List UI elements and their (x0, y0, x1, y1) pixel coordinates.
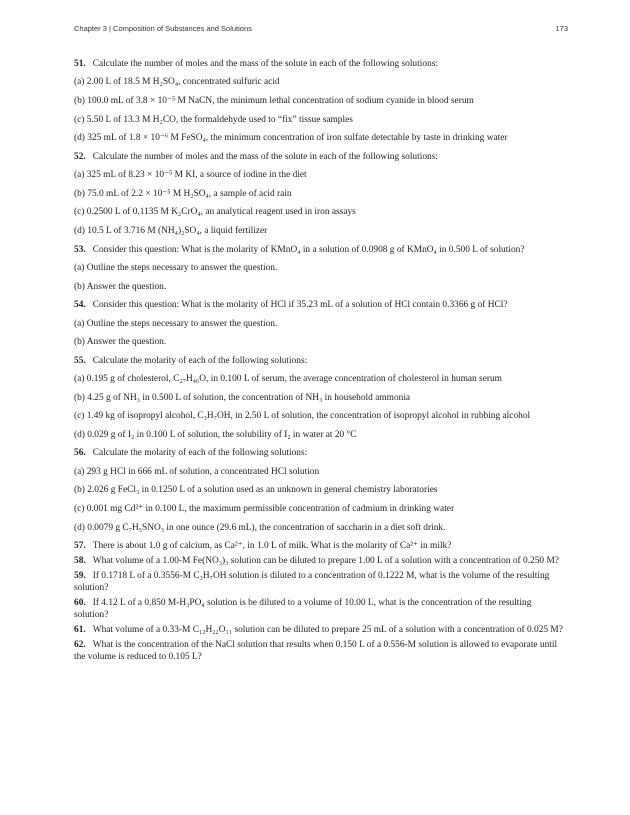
problem-52-a: (a) 325 mL of 8.23 × 10⁻⁵ M KI, a source of iodine in the diet (74, 170, 307, 181)
problem-51 (74, 59, 568, 71)
problem-56 (74, 448, 568, 460)
problem-51-a: (a) 2.00 L of 18.5 M H₂SO₄, concentrated sulfuric acid (74, 77, 280, 88)
problem-51-b: (b) 100.0 mL of 3.8 × 10⁻⁵ M NaCN, the minimum lethal concentration of sodium cyanide in blood serum (74, 95, 474, 106)
problem-54-b: (b) Answer the question. (74, 337, 167, 348)
problem-56-b: (b) 2.026 g FeCl₃ in 0.1250 L of a solution used as an unknown in general chemistry laboratories (74, 485, 438, 496)
problem-number: 57. (74, 541, 86, 552)
problem-57 (74, 541, 568, 553)
problem-56-c: (c) 0.001 mg Cd²⁺ in 0.100 L, the maximum permissible concentration of cadmium in drinking water (74, 504, 455, 515)
problem-number: 55. (74, 355, 86, 366)
problem-number: 51. (74, 59, 86, 69)
problem-53 (74, 245, 568, 257)
problem-text: If 0.1718 L of a 0.3556-M C₃H₇OH solution is diluted to a concentration of 0.1222 M, what is the volume of the resulting solution? (74, 571, 550, 593)
problem-number: 54. (74, 300, 86, 311)
problem-56-a: (a) 293 g HCl in 666 mL of solution, a concentrated HCl solution (74, 466, 320, 477)
problem-number: 52. (74, 151, 86, 162)
problem-62 (74, 640, 568, 664)
problem-51-d: (d) 325 mL of 1.8 × 10⁻⁶ M FeSO₄, the minimum concentration of iron sulfate detectable by taste in drinking water (74, 133, 508, 144)
problem-55 (74, 356, 568, 368)
problem-number: 61. (74, 624, 86, 635)
problem-text: What volume of a 1.00-M Fe(NO₃)₃ solution can be diluted to prepare 1.00 L of a solution with a concentration of 0.250 M? (92, 556, 559, 567)
problem-52-b: (b) 75.0 mL of 2.2 × 10⁻⁵ M H₂SO₄, a sample of acid rain (74, 188, 292, 199)
page-number: 173 (555, 24, 568, 33)
problem-number: 62. (74, 639, 86, 650)
problem-55-d: (d) 0.029 g of I₂ in 0.100 L of solution, the solubility of I₂ in water at 20 °C (74, 429, 357, 440)
problem-number: 56. (74, 448, 86, 459)
problem-52-c: (c) 0.2500 L of 0.1135 M K₂CrO₄, an analytical reagent used in iron assays (74, 207, 356, 218)
problem-text: What is the concentration of the NaCl solution that results when 0.150 L of a 0.556-M solution is allowed to evaporate until the volume is reduced to 0.105 L? (74, 639, 558, 662)
problem-text: What volume of a 0.33-M C₁₂H₂₂O₁₁ solution can be diluted to prepare 25 mL of a solution with a concentration of 0.025 M? (92, 624, 563, 635)
problem-number: 59. (74, 571, 86, 582)
problem-text: Calculate the molarity of each of the following solutions: (92, 448, 308, 459)
problem-54 (74, 300, 568, 312)
problem-59 (74, 571, 568, 595)
problem-text: Calculate the number of moles and the mass of the solute in each of the following solutions: (92, 151, 438, 162)
problem-52 (74, 152, 568, 164)
problem-55-c: (c) 1.49 kg of isopropyl alcohol, C₃H₇OH, in 2.50 L of solution, the concentration of isopropyl alcohol in rubbing alcohol (74, 411, 531, 422)
problem-55-a: (a) 0.195 g of cholesterol, C₂₇H₄₆O, in 0.100 L of serum, the average concentration of cholesterol in human serum (74, 374, 502, 385)
problem-text: Calculate the number of moles and the mass of the solute in each of the following solutions: (92, 59, 438, 69)
problem-list (74, 59, 568, 667)
problem-53-a: (a) Outline the steps necessary to answer the question. (74, 262, 278, 273)
problem-text: Consider this question: What is the molarity of KMnO₄ in a solution of 0.0908 g of KMnO₄ in 0.500 L of solution? (92, 244, 525, 255)
problem-text: There is about 1.0 g of calcium, as Ca²⁺, in 1.0 L of milk. What is the molarity of Ca²⁺ in milk? (92, 541, 452, 552)
problem-text: Consider this question: What is the molarity of HCl if 35.23 mL of a solution of HCl contain 0.3366 g of HCl? (92, 300, 508, 311)
problem-number: 58. (74, 556, 86, 567)
problem-52-d: (d) 10.5 L of 3.716 M (NH₄)₂SO₄, a liquid fertilizer (74, 225, 268, 236)
problem-number: 53. (74, 244, 86, 255)
problem-53-b: (b) Answer the question. (74, 281, 167, 292)
problem-55-b: (b) 4.25 g of NH₃ in 0.500 L of solution, the concentration of NH₃ in household ammonia (74, 392, 411, 403)
problem-text: If 4.12 L of a 0.850 M-H₃PO₄ solution is be diluted to a volume of 10.00 L, what is the concentration of the resulting solution? (74, 597, 532, 620)
problem-60 (74, 598, 568, 622)
problem-54-a: (a) Outline the steps necessary to answer the question. (74, 318, 278, 329)
running-header: Chapter 3 | Composition of Substances and Solutions (74, 24, 252, 33)
problem-number: 60. (74, 597, 86, 608)
problem-51-c: (c) 5.50 L of 13.3 M H₂CO, the formaldehyde used to “fix” tissue samples (74, 114, 353, 125)
problem-58 (74, 556, 568, 568)
problem-56-d: (d) 0.0079 g C₇H₅SNO₃ in one ounce (29.6 mL), the concentration of saccharin in a diet soft drink. (74, 522, 446, 533)
problem-61 (74, 625, 568, 637)
problem-text: Calculate the molarity of each of the following solutions: (92, 355, 308, 366)
